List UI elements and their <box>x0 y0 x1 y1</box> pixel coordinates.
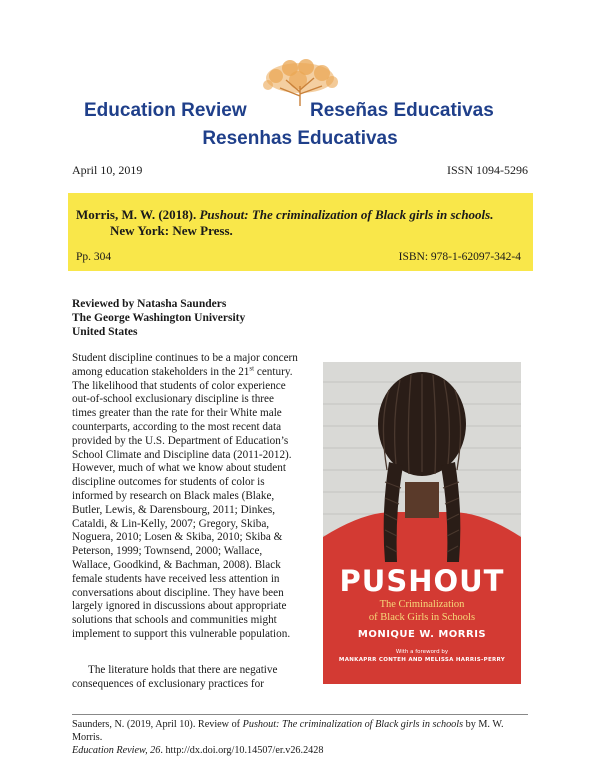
footer-divider <box>72 714 528 715</box>
reviewer-block <box>72 297 245 339</box>
cover-title: PUSHOUT <box>339 564 505 598</box>
citation-line <box>76 207 493 223</box>
reviewer-name: Reviewed by Natasha Saunders <box>72 298 227 310</box>
footer-doi-link[interactable]: . http://dx.doi.org/10.14507/er.v26.2428 <box>160 745 324 756</box>
book-cover-image <box>323 362 521 684</box>
reviewer-institution: The George Washington University <box>72 312 246 324</box>
journal-title-row <box>0 100 600 126</box>
body-paragraph-1 <box>72 352 298 642</box>
journal-title-portuguese: Resenhas Educativas <box>202 128 398 149</box>
reviewer-country: United States <box>72 326 138 338</box>
citation-book-title: Pushout: The criminalization of Black girls in schools. <box>199 207 494 222</box>
publication-date: April 10, 2019 <box>72 163 143 177</box>
cover-foreword-label: With a foreword by <box>395 649 449 655</box>
cover-foreword-names: MANKAPRR CONTEH AND MELISSA HARRIS-PERRY <box>338 657 506 663</box>
citation-publisher: New York: New Press. <box>110 223 233 238</box>
page-count: Pp. 304 <box>76 251 112 263</box>
body-text-segment: century. The likelihood that students of color experience out-of-school exclusionary discipline is three times greater than the rate for their White male counterparts, according to the most recent data provided by the U.S. Department of Education’s School Climate and Discipline data (2011-2012). However, much of what we know about student discipline outcomes for students of color is informed by research on Black males (Blake, Butler, Lewis, & Darensbourg, 2011; Dinkes, Cataldi, & Lin-Kelly, 2007; Gregory, Skiba, Noguera, 2010; Losen & Skiba, 2010; Skiba & Peterson, 1999; Townsend, 2000; Wallace, Wallace, Goodkind, & Bachman, 2008). Black female students have received less attention in conversations about discipline. They have been largely ignored in discussions about appropriate solutions that schools and communities might implement to support this vulnerable population. <box>72 365 293 640</box>
journal-title-english: Education Review <box>84 100 247 121</box>
cover-subtitle-line: The Criminalization <box>379 599 465 610</box>
citation-box <box>68 193 533 271</box>
ordinal-superscript: st <box>249 364 255 373</box>
citation-author-year: Morris, M. W. (2018). <box>76 207 197 222</box>
footer-text: by M. W. Morris. <box>72 719 504 743</box>
isbn-number: ISBN: 978-1-62097-342-4 <box>398 251 521 263</box>
body-paragraph-2: The literature holds that there are negative consequences of exclusionary practices for <box>72 664 278 690</box>
footer-citation <box>72 718 532 757</box>
cover-author: MONIQUE W. MORRIS <box>357 629 487 640</box>
issn-number: ISSN 1094-5296 <box>446 163 528 177</box>
footer-book-title: Pushout: The criminalization of Black girls in schools <box>242 719 464 730</box>
journal-title-spanish: Reseñas Educativas <box>310 100 494 121</box>
footer-journal: Education Review, 26 <box>72 745 161 756</box>
cover-foreword <box>323 648 521 664</box>
footer-text: Saunders, N. (2019, April 10). Review of <box>72 719 243 730</box>
cover-subtitle-line: of Black Girls in Schools <box>368 612 476 623</box>
cover-subtitle <box>323 598 521 624</box>
body-text-segment: Student discipline continues to be a major concern among education stakeholders in the 21 <box>72 352 298 378</box>
